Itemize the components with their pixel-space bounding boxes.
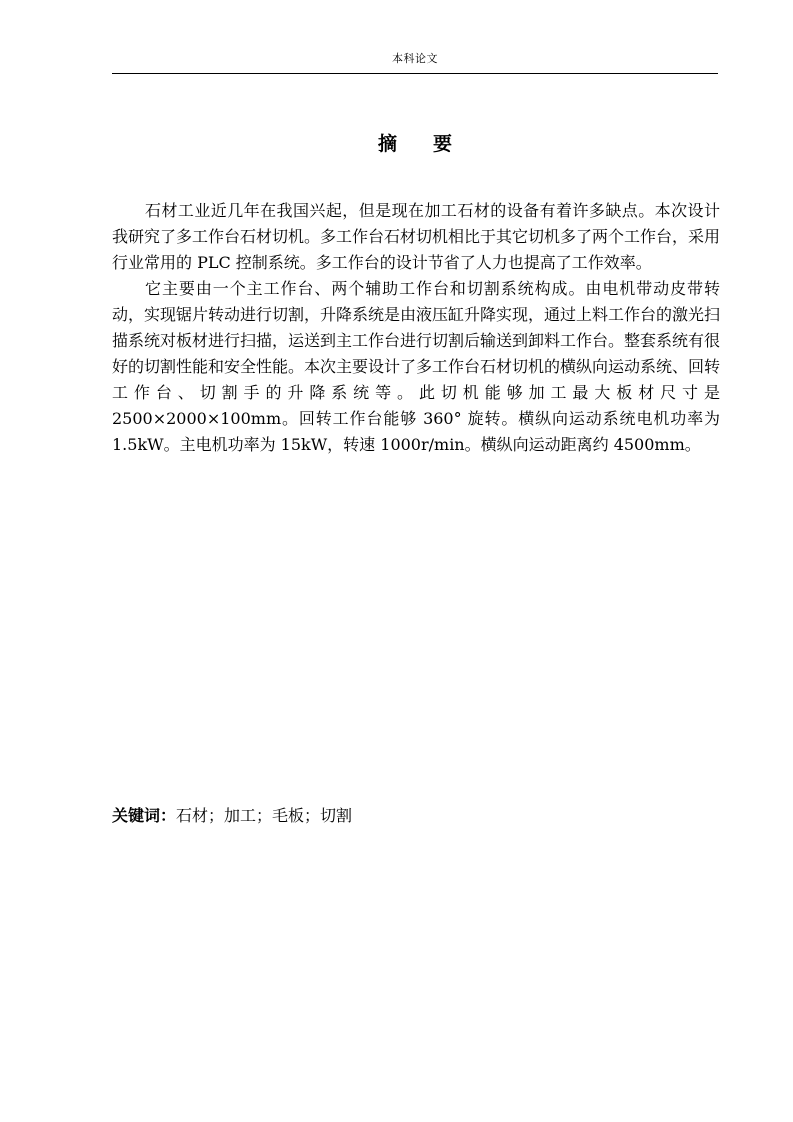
keywords-label: 关键词：: [112, 806, 177, 825]
keywords-text: 石材；加工；毛板；切割: [176, 806, 353, 825]
abstract-paragraph-1: 石材工业近几年在我国兴起，但是现在加工石材的设备有着许多缺点。本次设计我研究了多工作台石材切机。多工作台石材切机相比于其它切机多了两个工作台，采用行业常用的 PLC 控制系统。多工作台的设计节省了人力也提高了工作效率。: [112, 201, 721, 272]
abstract-body: [112, 198, 720, 458]
abstract-title-char-2: 要: [433, 133, 453, 155]
running-header: 本科论文: [392, 52, 438, 65]
abstract-paragraph-2: 它主要由一个主工作台、两个辅助工作台和切割系统构成。由电机带动皮带转动，实现锯片转动进行切割，升降系统是由液压缸升降实现，通过上料工作台的激光扫描系统对板材进行扫描，运送到主工作台进行切割后输送到卸料工作台。整套系统有很好的切割性能和安全性能。本次主要设计了多工作台石材切机的横纵向运动系统、回转工作台、切割手的升降系统等。此切机能够加工最大板材尺寸是 2500×2000×100mm。回转工作台能够 360° 旋转。横纵向运动系统电机功率为 1.5kW。主电机功率为 15kW，转速 1000r/min。横纵向运动距离约 4500mm。: [112, 279, 721, 454]
abstract-title-char-1: 摘: [377, 133, 397, 155]
keywords-line: [112, 804, 352, 828]
abstract-title: [112, 131, 718, 157]
header-rule: [112, 73, 718, 74]
